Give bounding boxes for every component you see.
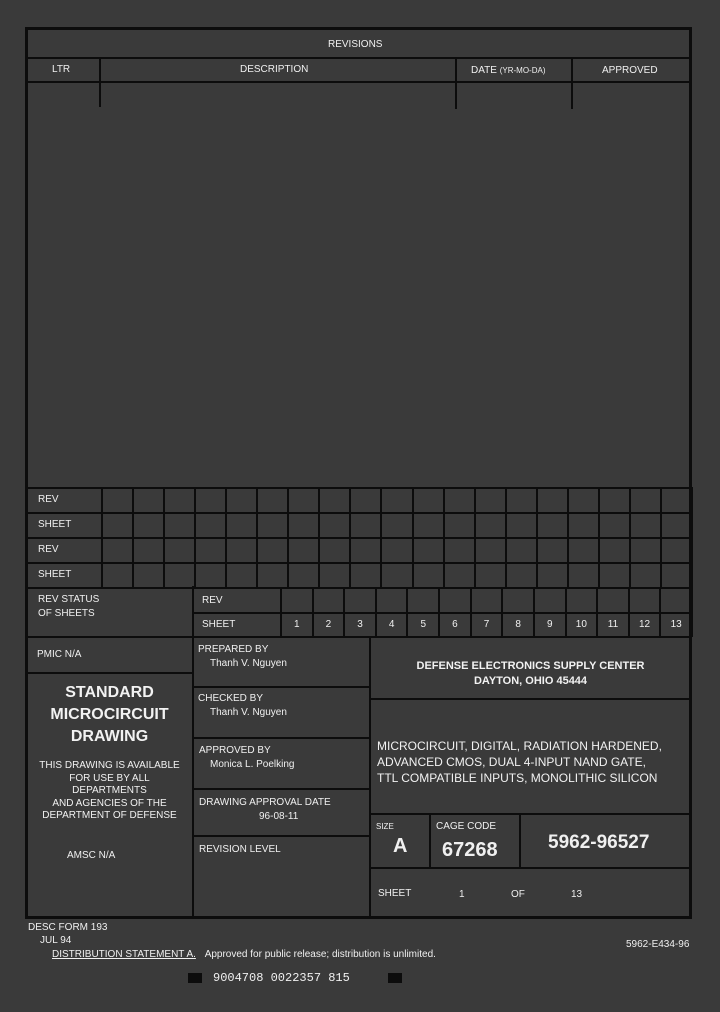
rev-grid-row-label: SHEET [38,519,72,530]
grid-line [596,587,598,637]
sheet-number-cell: 7 [483,619,490,630]
supply-center [369,659,692,689]
cage-code-value: 67268 [442,839,498,861]
center-line: DEFENSE ELECTRONICS SUPPLY CENTER [416,660,645,672]
sheet-number-cell: 9 [546,619,553,630]
form-number: 5962-E434-96 [626,939,690,950]
grid-line [533,587,535,637]
prepared-label: PREPARED BY [198,644,269,655]
grid-line [470,587,472,637]
barcode-text: 9004708 0022357 815 [213,971,350,985]
notice-line: THIS DRAWING IS AVAILABLE [39,760,180,771]
grid-line [192,612,692,614]
rev-grid-row-label: REV [38,494,59,505]
grid-line [628,587,630,637]
form-date: JUL 94 [40,935,72,946]
grid-line [691,487,693,589]
date-header [471,66,546,76]
rev-status-rev-label: REV [202,595,223,606]
barcode-block [188,973,202,983]
grid-line [598,487,600,589]
grid-line [280,587,282,637]
approved-label: APPROVED BY [199,745,271,756]
revision-level-label: REVISION LEVEL [199,844,281,855]
grid-line [375,587,377,637]
grid-line [565,587,567,637]
checked-label: CHECKED BY [198,693,264,704]
divider [369,867,692,869]
grid-line [443,487,445,589]
divider [192,835,371,837]
approved-header: APPROVED [602,65,658,76]
divider [369,698,692,700]
date-header-label: DATE [471,65,497,76]
divider [519,813,521,869]
grid-line [536,487,538,589]
divider [192,686,371,688]
grid-line [691,587,693,637]
grid-line [25,537,692,539]
sheet-label: SHEET [378,888,412,899]
divider [455,57,457,109]
grid-line [25,587,692,589]
divider [99,57,101,107]
sheet-number: 1 [459,889,465,900]
description-line: TTL COMPATIBLE INPUTS, MONOLITHIC SILICON [377,771,658,785]
divider [192,788,371,790]
sheet-total: 13 [571,889,583,900]
grid-line [343,587,345,637]
date-format: (YR-MO-DA) [499,66,546,75]
divider [192,737,371,739]
sheet-of-label: OF [511,889,525,900]
device-description [377,738,662,786]
grid-line [567,487,569,589]
grid-line [629,487,631,589]
barcode-block [388,973,402,983]
form-id: DESC FORM 193 [28,922,108,933]
ltr-header: LTR [52,64,71,75]
grid-line [194,487,196,589]
sheet-number-cell: 12 [639,619,651,630]
amsc-label: AMSC N/A [67,850,116,861]
pmic-label: PMIC N/A [37,649,82,660]
grid-line [318,487,320,589]
description-line: MICROCIRCUIT, DIGITAL, RADIATION HARDENED, [377,739,662,753]
rev-status-label: OF SHEETS [38,608,95,619]
distribution-text: Approved for public release; distribution is unlimited. [204,949,436,960]
grid-line [256,487,258,589]
rev-grid-row-label: SHEET [38,569,72,580]
revisions-title: REVISIONS [328,39,383,50]
notice-line: FOR USE BY ALL [69,772,150,784]
grid-line [163,487,165,589]
grid-line [312,587,314,637]
grid-line [132,487,134,589]
distribution-statement [52,950,436,960]
grid-line [505,487,507,589]
divider [25,81,692,83]
grid-line [412,487,414,589]
sheet-number-cell: 1 [294,619,300,630]
notice-line: DEPARTMENT OF DEFENSE [42,810,177,821]
divider [25,672,194,674]
availability-notice [25,760,194,823]
grid-line [659,587,661,637]
sheet-number-cell: 5 [420,619,427,630]
prepared-name: Thanh V. Nguyen [210,658,287,669]
notice-line: AND AGENCIES OF THE [52,797,167,809]
approval-date-value: 96-08-11 [259,811,299,822]
sheet-number-cell: 11 [607,619,619,630]
divider [369,813,692,815]
sheet-number-cell: 10 [575,619,587,630]
sheet-number-cell: 4 [388,619,395,630]
divider [25,636,692,638]
grid-line [287,487,289,589]
standard-drawing-title [25,682,194,748]
distribution-label: DISTRIBUTION STATEMENT A. [52,949,196,960]
grid-line [225,487,227,589]
divider [571,57,573,109]
grid-line [25,512,692,514]
checked-name: Thanh V. Nguyen [210,707,287,718]
rev-status-sheet-label: SHEET [202,619,236,630]
grid-line [25,487,692,489]
size-value: A [393,835,408,857]
sheet-number-cell: 3 [357,619,363,630]
grid-line [474,487,476,589]
title-line: MICROCIRCUIT [50,706,169,723]
grid-line [101,487,103,589]
grid-line [349,487,351,589]
title-line: STANDARD [65,684,154,701]
grid-line [660,487,662,589]
notice-line: DEPARTMENTS [72,785,147,796]
size-label: SIZE [376,822,394,831]
sheet-number-cell: 6 [452,619,458,630]
rev-status-label: REV STATUS [38,594,100,605]
center-line: DAYTON, OHIO 45444 [473,675,588,687]
grid-line [501,587,503,637]
approved-name: Monica L. Poelking [210,759,295,770]
divider [429,813,431,869]
divider [192,586,194,919]
sheet-number-cell: 8 [515,619,521,630]
grid-line [406,587,408,637]
cage-code-label: CAGE CODE [436,821,497,832]
title-line: DRAWING [70,728,149,745]
grid-line [25,562,692,564]
approval-date-label: DRAWING APPROVAL DATE [199,797,331,808]
grid-line [380,487,382,589]
grid-line [438,587,440,637]
description-header: DESCRIPTION [240,64,309,75]
rev-grid-row-label: REV [38,544,59,555]
drawing-number: 5962-96527 [548,832,650,853]
description-line: ADVANCED CMOS, DUAL 4-INPUT NAND GATE, [377,755,646,769]
divider [25,57,692,59]
sheet-number-cell: 13 [670,619,682,630]
sheet-number-cell: 2 [325,619,332,630]
